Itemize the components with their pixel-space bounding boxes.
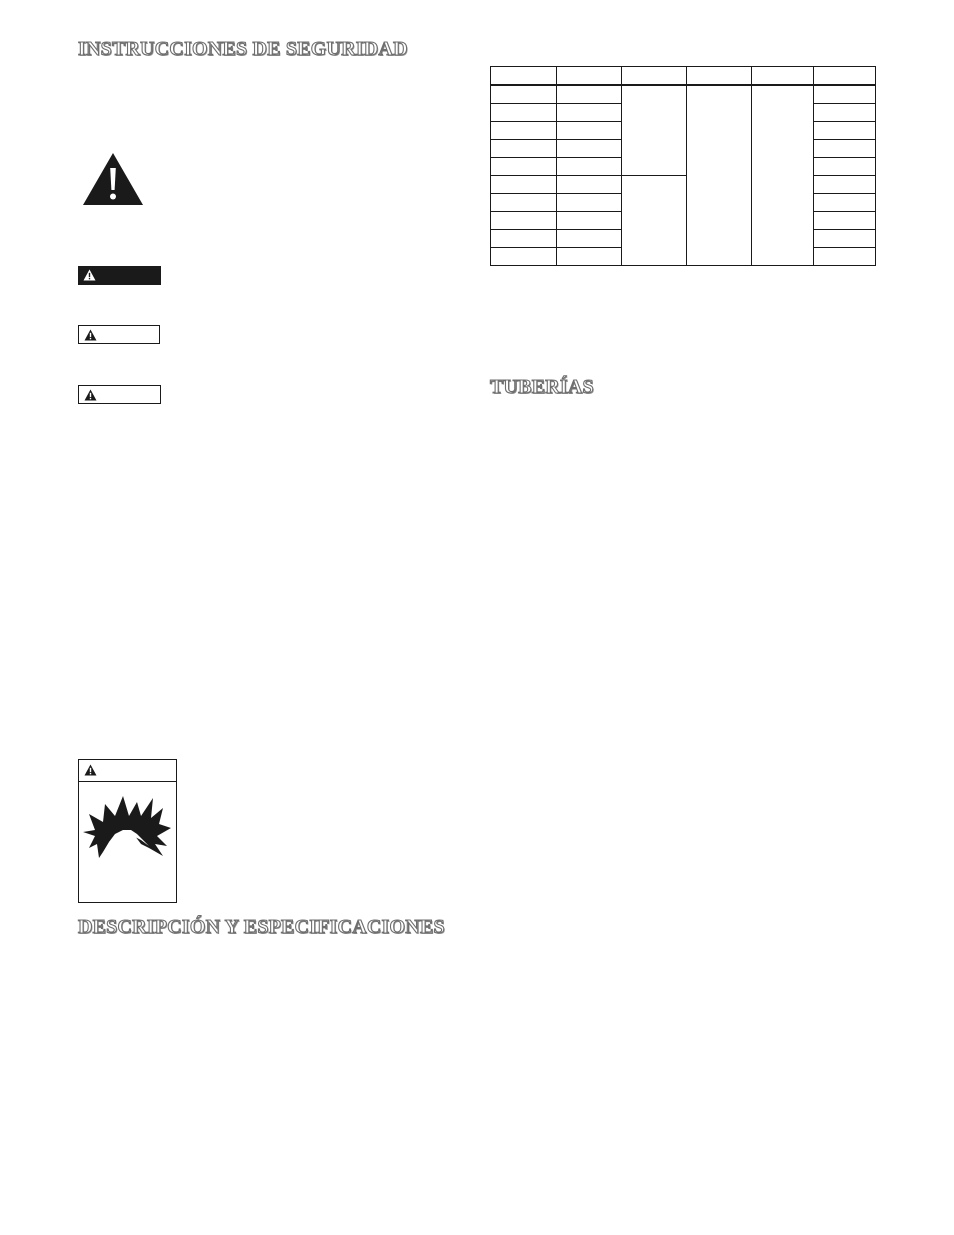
description-heading: DESCRIPCIÓN Y ESPECIFICACIONES: [78, 916, 445, 938]
warning-triangle-icon: [82, 152, 144, 206]
explosion-warning-band: [79, 760, 176, 782]
table-cell: [557, 248, 622, 266]
table-cell: [491, 212, 557, 230]
table-cell: [557, 104, 622, 122]
table-cell: [557, 85, 622, 104]
small-warning-triangle-icon: [84, 389, 97, 401]
table-cell: [814, 158, 876, 176]
table-cell: [557, 176, 622, 194]
table-cell: [557, 230, 622, 248]
table-header-cell: [814, 67, 876, 86]
table-cell: [814, 194, 876, 212]
table-cell: [814, 140, 876, 158]
table-cell: [752, 85, 814, 266]
table-cell: [491, 194, 557, 212]
table-header-cell: [752, 67, 814, 86]
table-cell: [814, 85, 876, 104]
table-header-cell: [557, 67, 622, 86]
table-cell: [491, 104, 557, 122]
table-cell: [814, 104, 876, 122]
small-warning-triangle-icon: [84, 764, 97, 776]
table-cell: [557, 194, 622, 212]
small-warning-triangle-icon: [84, 329, 97, 341]
table-row: [491, 85, 876, 104]
table-row: [491, 176, 876, 194]
table-cell: [557, 212, 622, 230]
explosion-warning-box: [78, 759, 177, 903]
caution-signal-label: [78, 385, 161, 404]
table-cell: [814, 248, 876, 266]
table-cell: [557, 158, 622, 176]
table-cell: [491, 158, 557, 176]
table-header-row: [491, 67, 876, 86]
specifications-table: [490, 66, 876, 266]
piping-heading: TUBERÍAS: [490, 376, 594, 398]
table-header-cell: [622, 67, 687, 86]
table-cell: [491, 122, 557, 140]
table-cell: [814, 122, 876, 140]
table-cell: [491, 140, 557, 158]
safety-heading: INSTRUCCIONES DE SEGURIDAD: [78, 38, 408, 60]
table-cell: [557, 140, 622, 158]
table-cell: [814, 230, 876, 248]
danger-signal-label: [78, 266, 161, 285]
table-cell: [814, 176, 876, 194]
table-cell: [622, 176, 687, 266]
table-cell: [491, 176, 557, 194]
warning-signal-label: [78, 325, 160, 344]
table-cell: [491, 230, 557, 248]
table-cell: [557, 122, 622, 140]
table-header-cell: [491, 67, 557, 86]
table-header-cell: [687, 67, 752, 86]
explosion-icon: [79, 784, 176, 864]
small-warning-triangle-icon: [83, 269, 96, 281]
table-cell: [687, 85, 752, 266]
table-cell: [491, 85, 557, 104]
table-cell: [622, 85, 687, 176]
table-cell: [491, 248, 557, 266]
table-cell: [814, 212, 876, 230]
